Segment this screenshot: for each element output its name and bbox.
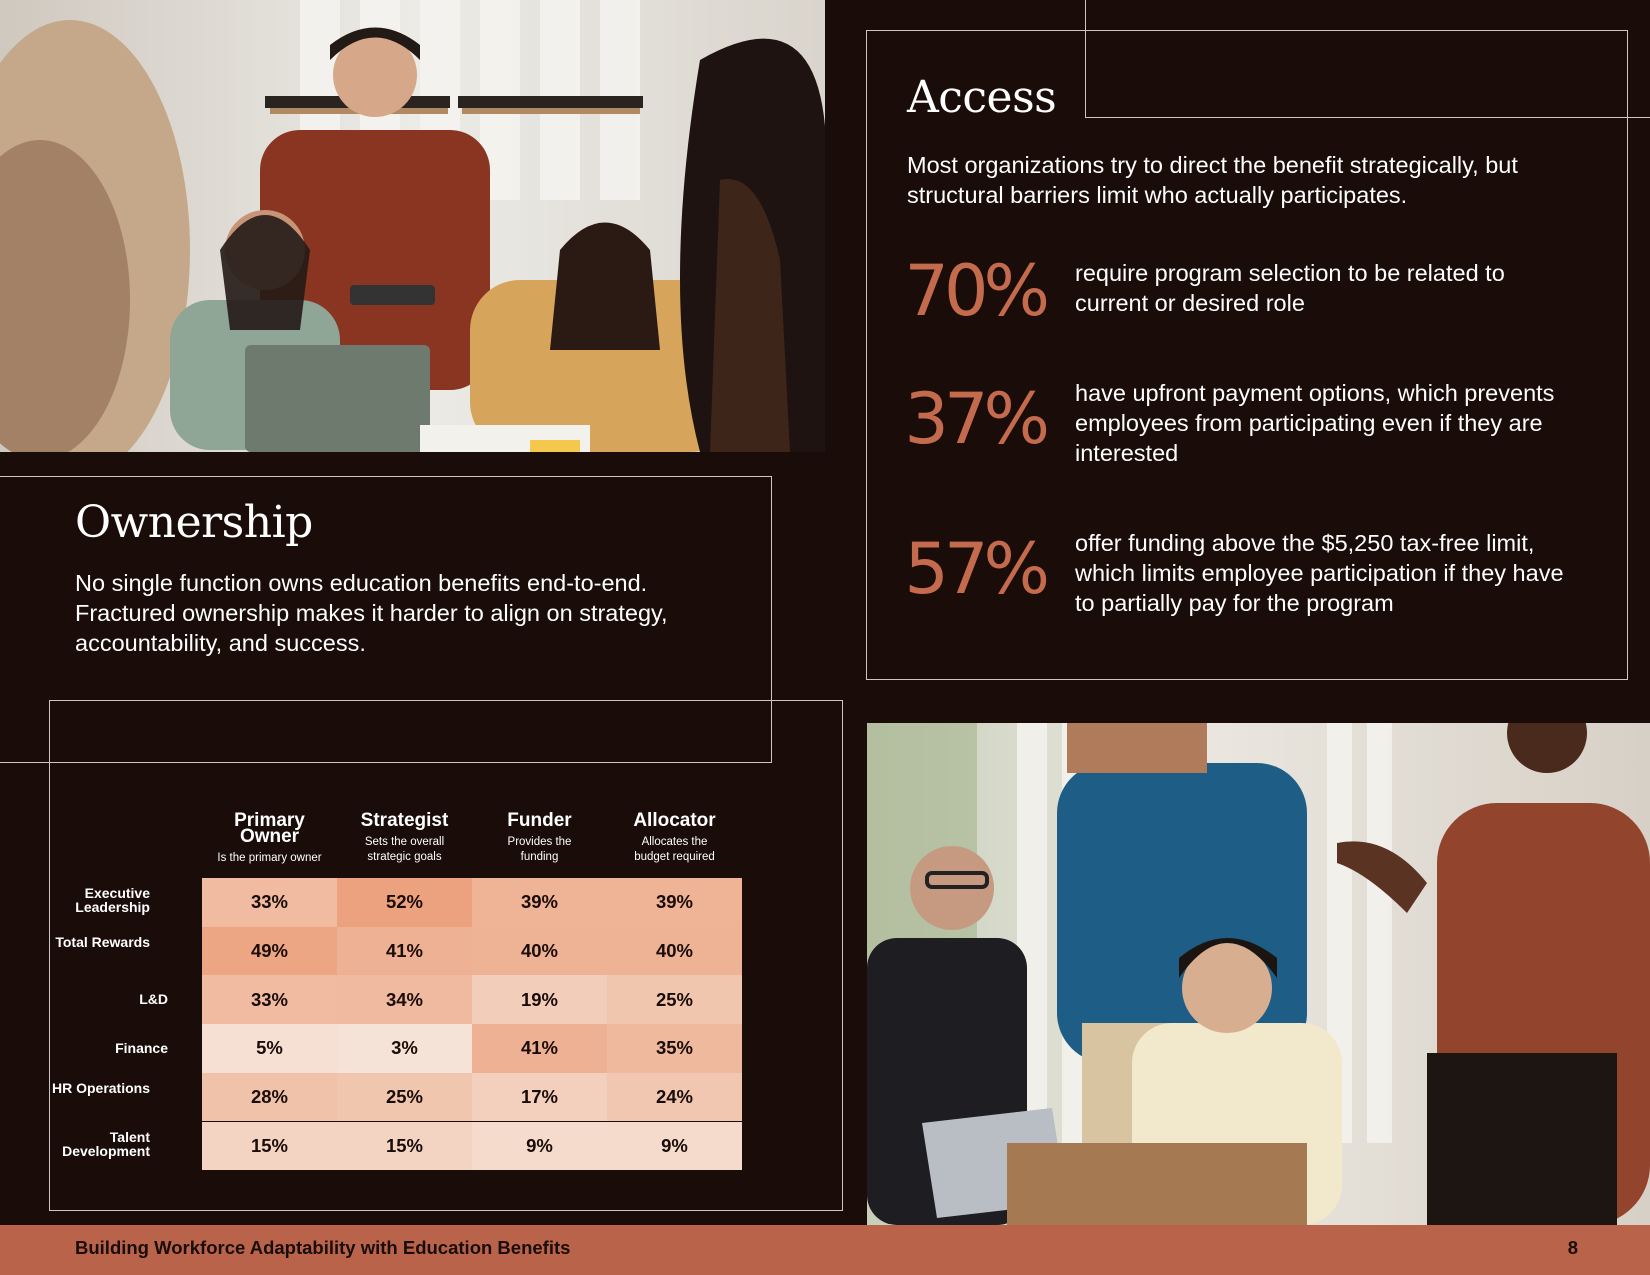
stat-text: have upfront payment options, which prevents employees from participating even if they are interested xyxy=(1075,380,1555,466)
table-cell: 25% xyxy=(607,975,742,1024)
column-title: Primary Owner xyxy=(234,810,305,847)
column-subtitle: Is the primary owner xyxy=(217,852,322,864)
ownership-body: No single function owns education benefits end-to-end. Fractured ownership makes it harder to align on strategy, accountability, and success. xyxy=(75,570,668,656)
stat-row xyxy=(900,378,1560,504)
row-label: Finance xyxy=(115,1040,168,1057)
column-header xyxy=(337,810,472,865)
table-cell: 17% xyxy=(472,1073,607,1122)
table-cell: 5% xyxy=(202,1024,337,1073)
table-cell: 40% xyxy=(607,927,742,976)
column-title: Funder xyxy=(507,810,572,831)
footer-title: Building Workforce Adaptability with Education Benefits xyxy=(75,1237,571,1258)
footer-bar xyxy=(0,1225,1650,1275)
table-cell: 15% xyxy=(202,1122,337,1171)
table-cell: 52% xyxy=(337,878,472,927)
table-cell: 9% xyxy=(607,1122,742,1171)
row-label: Executive Leadership xyxy=(75,885,150,915)
page-number: 8 xyxy=(1567,1237,1578,1258)
stat-row xyxy=(900,250,1560,376)
table-cell: 41% xyxy=(337,927,472,976)
column-header xyxy=(202,810,337,866)
access-body: Most organizations try to direct the benefit strategically, but structural barriers limit who actually participates. xyxy=(907,152,1518,208)
column-subtitle: Allocates the budget required xyxy=(634,836,715,863)
access-heading: Access xyxy=(907,72,1057,123)
column-header xyxy=(472,810,607,865)
column-title: Allocator xyxy=(633,810,716,831)
team-collaboration-photo xyxy=(0,0,825,452)
table-cell: 41% xyxy=(472,1024,607,1073)
stat-value: 70% xyxy=(904,250,1045,332)
table-cell: 15% xyxy=(337,1122,472,1171)
table-cell: 40% xyxy=(472,927,607,976)
access-corner-mask xyxy=(1087,31,1625,116)
stat-text: offer funding above the $5,250 tax-free limit, which limits employee participation if they have to partially pay for the program xyxy=(1075,530,1564,616)
table-cell: 49% xyxy=(202,927,337,976)
column-subtitle: Sets the overall strategic goals xyxy=(364,836,445,863)
stat-row xyxy=(900,528,1564,654)
column-title: Strategist xyxy=(360,810,449,831)
table-cell: 39% xyxy=(472,878,607,927)
table-cell: 9% xyxy=(472,1122,607,1171)
ownership-heading: Ownership xyxy=(75,497,313,548)
table-cell: 3% xyxy=(337,1024,472,1073)
table-cell: 33% xyxy=(202,975,337,1024)
row-label: Talent Development xyxy=(62,1128,150,1159)
table-cell: 34% xyxy=(337,975,472,1024)
column-subtitle: Provides the funding xyxy=(507,836,572,863)
table-cell: 19% xyxy=(472,975,607,1024)
column-header xyxy=(607,810,742,865)
table-cell: 28% xyxy=(202,1073,337,1122)
table-cell: 39% xyxy=(607,878,742,927)
table-cell: 33% xyxy=(202,878,337,927)
stat-value: 37% xyxy=(904,378,1045,460)
table-cell: 35% xyxy=(607,1024,742,1073)
team-celebration-photo xyxy=(867,723,1650,1225)
row-label: Total Rewards xyxy=(55,933,150,950)
stat-text: require program selection to be related to current or desired role xyxy=(1075,260,1505,316)
row-label: HR Operations xyxy=(51,1079,150,1096)
stat-value: 57% xyxy=(904,528,1045,610)
table-cell: 25% xyxy=(337,1073,472,1122)
table-cell: 24% xyxy=(607,1073,742,1122)
row-label: L&D xyxy=(139,991,168,1008)
